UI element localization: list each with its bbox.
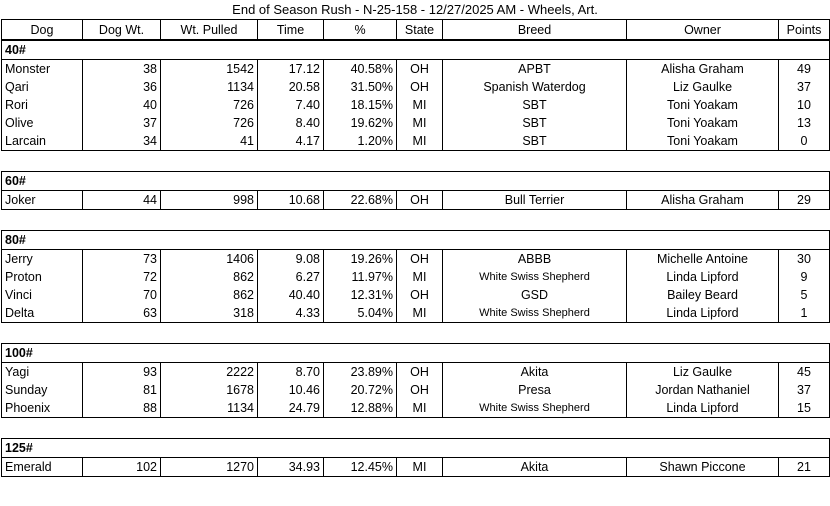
col-header-breed: Breed (443, 20, 627, 41)
results-table (1, 19, 830, 477)
cell-state: MI (397, 304, 443, 323)
cell-dog: Emerald (2, 458, 83, 477)
cell-state: OH (397, 191, 443, 210)
cell-time: 4.33 (258, 304, 324, 323)
cell-dog-weight: 93 (83, 363, 161, 382)
table-row (2, 132, 830, 151)
cell-time: 8.70 (258, 363, 324, 382)
cell-percent: 1.20% (324, 132, 397, 151)
cell-time: 24.79 (258, 399, 324, 418)
cell-weight-pulled: 862 (161, 268, 258, 286)
cell-points: 13 (779, 114, 830, 132)
cell-percent: 31.50% (324, 78, 397, 96)
cell-owner: Liz Gaulke (627, 363, 779, 382)
table-row (2, 458, 830, 477)
weight-class-row (2, 40, 830, 60)
cell-dog: Jerry (2, 250, 83, 269)
cell-owner: Linda Lipford (627, 304, 779, 323)
cell-breed: SBT (443, 96, 627, 114)
weight-class-label: 80# (2, 231, 830, 250)
table-row (2, 399, 830, 418)
weight-class-label: 100# (2, 344, 830, 363)
cell-points: 5 (779, 286, 830, 304)
cell-breed: White Swiss Shepherd (443, 304, 627, 323)
cell-points: 9 (779, 268, 830, 286)
cell-percent: 11.97% (324, 268, 397, 286)
col-header-dog-weight: Dog Wt. (83, 20, 161, 41)
cell-dog-weight: 40 (83, 96, 161, 114)
col-header-time: Time (258, 20, 324, 41)
cell-dog-weight: 44 (83, 191, 161, 210)
cell-time: 40.40 (258, 286, 324, 304)
cell-dog: Delta (2, 304, 83, 323)
table-row (2, 268, 830, 286)
cell-points: 0 (779, 132, 830, 151)
cell-owner: Bailey Beard (627, 286, 779, 304)
weight-class-label: 125# (2, 439, 830, 458)
cell-owner: Liz Gaulke (627, 78, 779, 96)
cell-state: OH (397, 381, 443, 399)
cell-owner: Michelle Antoine (627, 250, 779, 269)
cell-percent: 12.88% (324, 399, 397, 418)
cell-dog: Larcain (2, 132, 83, 151)
cell-dog: Rori (2, 96, 83, 114)
cell-owner: Shawn Piccone (627, 458, 779, 477)
cell-weight-pulled: 1134 (161, 399, 258, 418)
cell-points: 49 (779, 60, 830, 79)
weight-class-label: 60# (2, 172, 830, 191)
cell-weight-pulled: 1134 (161, 78, 258, 96)
cell-state: MI (397, 458, 443, 477)
cell-breed: Presa (443, 381, 627, 399)
weight-class-row (2, 344, 830, 363)
cell-points: 45 (779, 363, 830, 382)
cell-percent: 20.72% (324, 381, 397, 399)
cell-points: 10 (779, 96, 830, 114)
cell-weight-pulled: 726 (161, 96, 258, 114)
cell-dog-weight: 70 (83, 286, 161, 304)
cell-breed: SBT (443, 132, 627, 151)
cell-weight-pulled: 998 (161, 191, 258, 210)
table-row (2, 60, 830, 79)
cell-breed: APBT (443, 60, 627, 79)
cell-dog-weight: 36 (83, 78, 161, 96)
cell-breed: Akita (443, 363, 627, 382)
table-row (2, 286, 830, 304)
cell-weight-pulled: 318 (161, 304, 258, 323)
cell-dog-weight: 73 (83, 250, 161, 269)
cell-time: 7.40 (258, 96, 324, 114)
header-row (2, 20, 830, 41)
cell-percent: 19.26% (324, 250, 397, 269)
cell-points: 37 (779, 381, 830, 399)
table-row (2, 96, 830, 114)
cell-dog: Monster (2, 60, 83, 79)
cell-weight-pulled: 2222 (161, 363, 258, 382)
cell-breed: White Swiss Shepherd (443, 399, 627, 418)
col-header-state: State (397, 20, 443, 41)
cell-time: 10.68 (258, 191, 324, 210)
weight-class-row (2, 172, 830, 191)
cell-time: 10.46 (258, 381, 324, 399)
cell-points: 1 (779, 304, 830, 323)
col-header-dog: Dog (2, 20, 83, 41)
cell-owner: Alisha Graham (627, 191, 779, 210)
cell-time: 8.40 (258, 114, 324, 132)
cell-percent: 12.31% (324, 286, 397, 304)
cell-weight-pulled: 1406 (161, 250, 258, 269)
cell-time: 34.93 (258, 458, 324, 477)
cell-points: 37 (779, 78, 830, 96)
cell-percent: 5.04% (324, 304, 397, 323)
cell-dog-weight: 88 (83, 399, 161, 418)
cell-weight-pulled: 862 (161, 286, 258, 304)
group-spacer (2, 210, 830, 231)
cell-dog-weight: 34 (83, 132, 161, 151)
cell-state: MI (397, 132, 443, 151)
col-header-owner: Owner (627, 20, 779, 41)
cell-percent: 18.15% (324, 96, 397, 114)
cell-owner: Toni Yoakam (627, 132, 779, 151)
table-row (2, 381, 830, 399)
group-spacer (2, 151, 830, 172)
cell-breed: SBT (443, 114, 627, 132)
cell-owner: Linda Lipford (627, 268, 779, 286)
cell-state: MI (397, 96, 443, 114)
table-row (2, 363, 830, 382)
cell-owner: Alisha Graham (627, 60, 779, 79)
cell-owner: Toni Yoakam (627, 96, 779, 114)
cell-percent: 40.58% (324, 60, 397, 79)
cell-dog: Joker (2, 191, 83, 210)
cell-breed: White Swiss Shepherd (443, 268, 627, 286)
group-spacer (2, 323, 830, 344)
cell-weight-pulled: 726 (161, 114, 258, 132)
cell-time: 6.27 (258, 268, 324, 286)
cell-points: 30 (779, 250, 830, 269)
cell-state: OH (397, 78, 443, 96)
cell-state: MI (397, 268, 443, 286)
cell-time: 20.58 (258, 78, 324, 96)
weight-class-label: 40# (2, 40, 830, 60)
cell-state: OH (397, 363, 443, 382)
cell-dog: Olive (2, 114, 83, 132)
cell-breed: ABBB (443, 250, 627, 269)
col-header-weight-pulled: Wt. Pulled (161, 20, 258, 41)
report-title: End of Season Rush - N-25-158 - 12/27/2025 AM - Wheels, Art. (232, 2, 598, 17)
cell-state: MI (397, 399, 443, 418)
cell-breed: Spanish Waterdog (443, 78, 627, 96)
cell-points: 29 (779, 191, 830, 210)
table-row (2, 114, 830, 132)
cell-breed: GSD (443, 286, 627, 304)
cell-time: 4.17 (258, 132, 324, 151)
table-row (2, 191, 830, 210)
cell-dog: Phoenix (2, 399, 83, 418)
cell-dog-weight: 102 (83, 458, 161, 477)
cell-breed: Akita (443, 458, 627, 477)
cell-owner: Jordan Nathaniel (627, 381, 779, 399)
col-header-percent: % (324, 20, 397, 41)
cell-dog: Qari (2, 78, 83, 96)
cell-dog: Proton (2, 268, 83, 286)
cell-dog-weight: 81 (83, 381, 161, 399)
cell-breed: Bull Terrier (443, 191, 627, 210)
weight-class-row (2, 439, 830, 458)
cell-state: OH (397, 60, 443, 79)
cell-percent: 12.45% (324, 458, 397, 477)
table-row (2, 250, 830, 269)
cell-time: 17.12 (258, 60, 324, 79)
cell-weight-pulled: 1270 (161, 458, 258, 477)
cell-dog-weight: 72 (83, 268, 161, 286)
cell-dog-weight: 38 (83, 60, 161, 79)
cell-time: 9.08 (258, 250, 324, 269)
cell-percent: 19.62% (324, 114, 397, 132)
cell-owner: Toni Yoakam (627, 114, 779, 132)
cell-percent: 23.89% (324, 363, 397, 382)
cell-weight-pulled: 41 (161, 132, 258, 151)
cell-state: OH (397, 250, 443, 269)
cell-state: OH (397, 286, 443, 304)
cell-dog: Vinci (2, 286, 83, 304)
cell-owner: Linda Lipford (627, 399, 779, 418)
table-row (2, 78, 830, 96)
cell-weight-pulled: 1542 (161, 60, 258, 79)
cell-dog-weight: 63 (83, 304, 161, 323)
col-header-points: Points (779, 20, 830, 41)
group-spacer (2, 418, 830, 439)
cell-points: 15 (779, 399, 830, 418)
cell-dog: Sunday (2, 381, 83, 399)
cell-weight-pulled: 1678 (161, 381, 258, 399)
cell-percent: 22.68% (324, 191, 397, 210)
cell-state: MI (397, 114, 443, 132)
weight-class-row (2, 231, 830, 250)
table-row (2, 304, 830, 323)
cell-points: 21 (779, 458, 830, 477)
cell-dog: Yagi (2, 363, 83, 382)
cell-dog-weight: 37 (83, 114, 161, 132)
